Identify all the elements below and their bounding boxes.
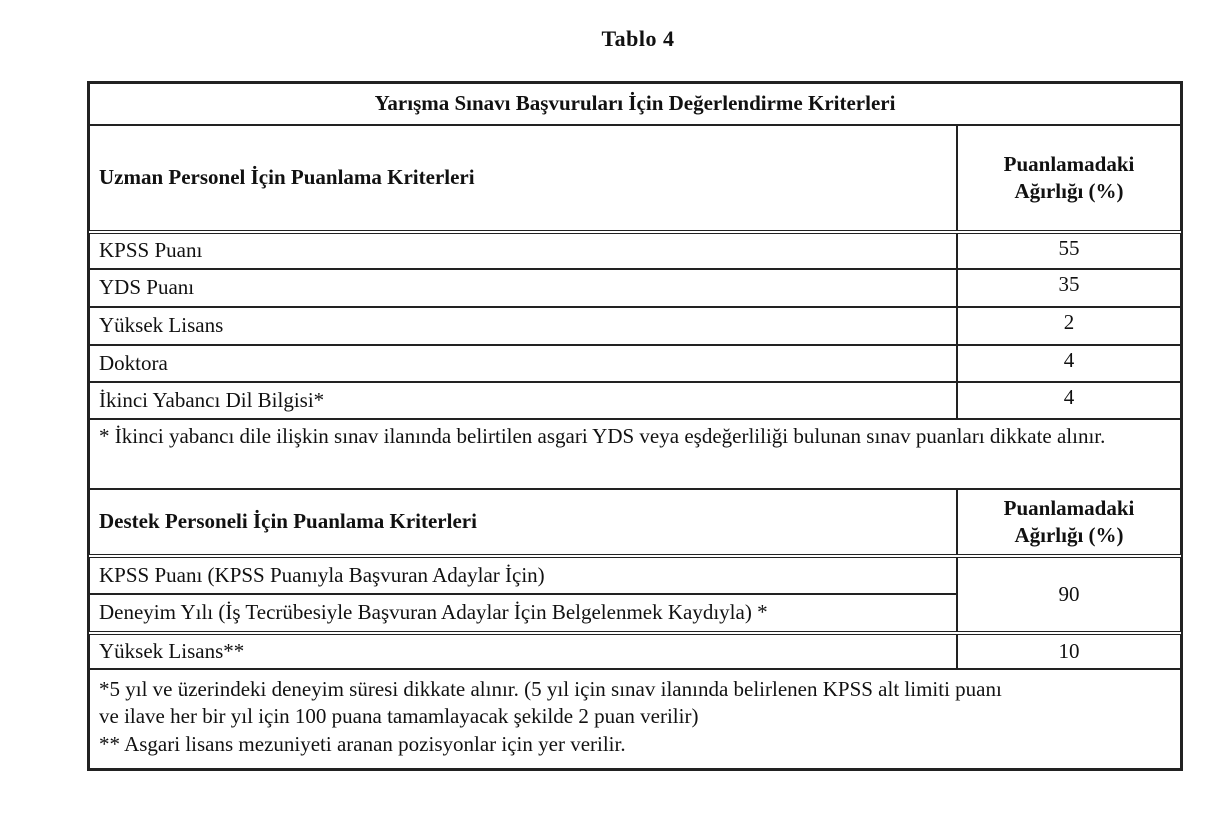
destek-weight-header: [957, 489, 1181, 555]
uzman-row-weight-text: 35: [1058, 272, 1080, 296]
uzman-footnote-text: * İkinci yabancı dile ilişkin sınav ilanında belirtilen asgari YDS veya eşdeğerliliği bulunan sınav puanları dikkate alınır.: [99, 424, 1106, 448]
uzman-row-weight-text: 55: [1058, 236, 1080, 260]
destek-footnote-line2: ve ilave her bir yıl için 100 puana tamamlayacak şekilde 2 puan verilir): [99, 704, 699, 729]
uzman-row-weight-text: 4: [1063, 348, 1075, 372]
destek-row-weight-text: 10: [1058, 638, 1080, 663]
uzman-weight-header: [957, 125, 1181, 231]
destek-weight-header-line1: Puanlamadaki: [1003, 495, 1135, 520]
uzman-row-criterion-text: Yüksek Lisans: [99, 313, 224, 338]
uzman-header-text: Uzman Personel İçin Puanlama Kriterleri: [99, 165, 475, 190]
uzman-row-weight: [957, 382, 1181, 419]
uzman-row-criterion-text: Doktora: [99, 350, 168, 375]
table-caption: [89, 83, 1181, 125]
document-title: Tablo 4: [601, 26, 675, 51]
destek-weight-header-line2: Ağırlığı (%): [1014, 523, 1124, 547]
destek-row-criterion: [89, 594, 957, 632]
uzman-row-weight-text: 4: [1063, 385, 1075, 409]
destek-row-criterion: [89, 557, 957, 594]
table-caption-text: Yarışma Sınavı Başvuruları İçin Değerlendirme Kriterleri: [374, 91, 896, 116]
uzman-row-criterion: [89, 382, 957, 419]
uzman-row-weight: [957, 269, 1181, 307]
destek-row-criterion-text: Deneyim Yılı (İş Tecrübesiyle Başvuran Adaylar İçin Belgelenmek Kaydıyla) *: [99, 600, 768, 625]
destek-footnote: [89, 669, 1181, 769]
uzman-row-weight-text: 2: [1063, 310, 1075, 334]
uzman-weight-header-line2: Ağırlığı (%): [1014, 179, 1124, 203]
destek-merged-weight: [957, 557, 1181, 632]
uzman-row-criterion: [89, 269, 957, 307]
uzman-row-weight: [957, 307, 1181, 345]
uzman-row-weight: [957, 233, 1181, 269]
uzman-footnote: [89, 419, 1181, 489]
destek-row-criterion-text: KPSS Puanı (KPSS Puanıyla Başvuran Adaylar İçin): [99, 562, 545, 587]
destek-row-criterion-text: Yüksek Lisans**: [99, 638, 245, 663]
uzman-row-criterion: [89, 345, 957, 382]
destek-footnote-line1: *5 yıl ve üzerindeki deneyim süresi dikkate alınır. (5 yıl için sınav ilanında belirlenen KPSS alt limiti puanı: [99, 677, 1002, 701]
uzman-header-label: [89, 125, 957, 231]
uzman-row-criterion: [89, 233, 957, 269]
destek-row-weight: [957, 634, 1181, 669]
uzman-row-criterion-text: YDS Puanı: [99, 275, 195, 300]
destek-header-text: Destek Personeli İçin Puanlama Kriterleri: [99, 509, 477, 534]
destek-header-label: [89, 489, 957, 555]
uzman-row-criterion-text: İkinci Yabancı Dil Bilgisi*: [99, 387, 325, 412]
destek-footnote-line3: ** Asgari lisans mezuniyeti aranan pozisyonlar için yer verilir.: [99, 731, 626, 756]
criteria-table: [87, 81, 1183, 771]
uzman-row-criterion: [89, 307, 957, 345]
destek-row-criterion: [89, 634, 957, 669]
uzman-row-criterion-text: KPSS Puanı: [99, 238, 203, 263]
uzman-weight-header-line1: Puanlamadaki: [1003, 151, 1135, 176]
destek-merged-weight-text: 90: [1058, 581, 1080, 606]
uzman-row-weight: [957, 345, 1181, 382]
